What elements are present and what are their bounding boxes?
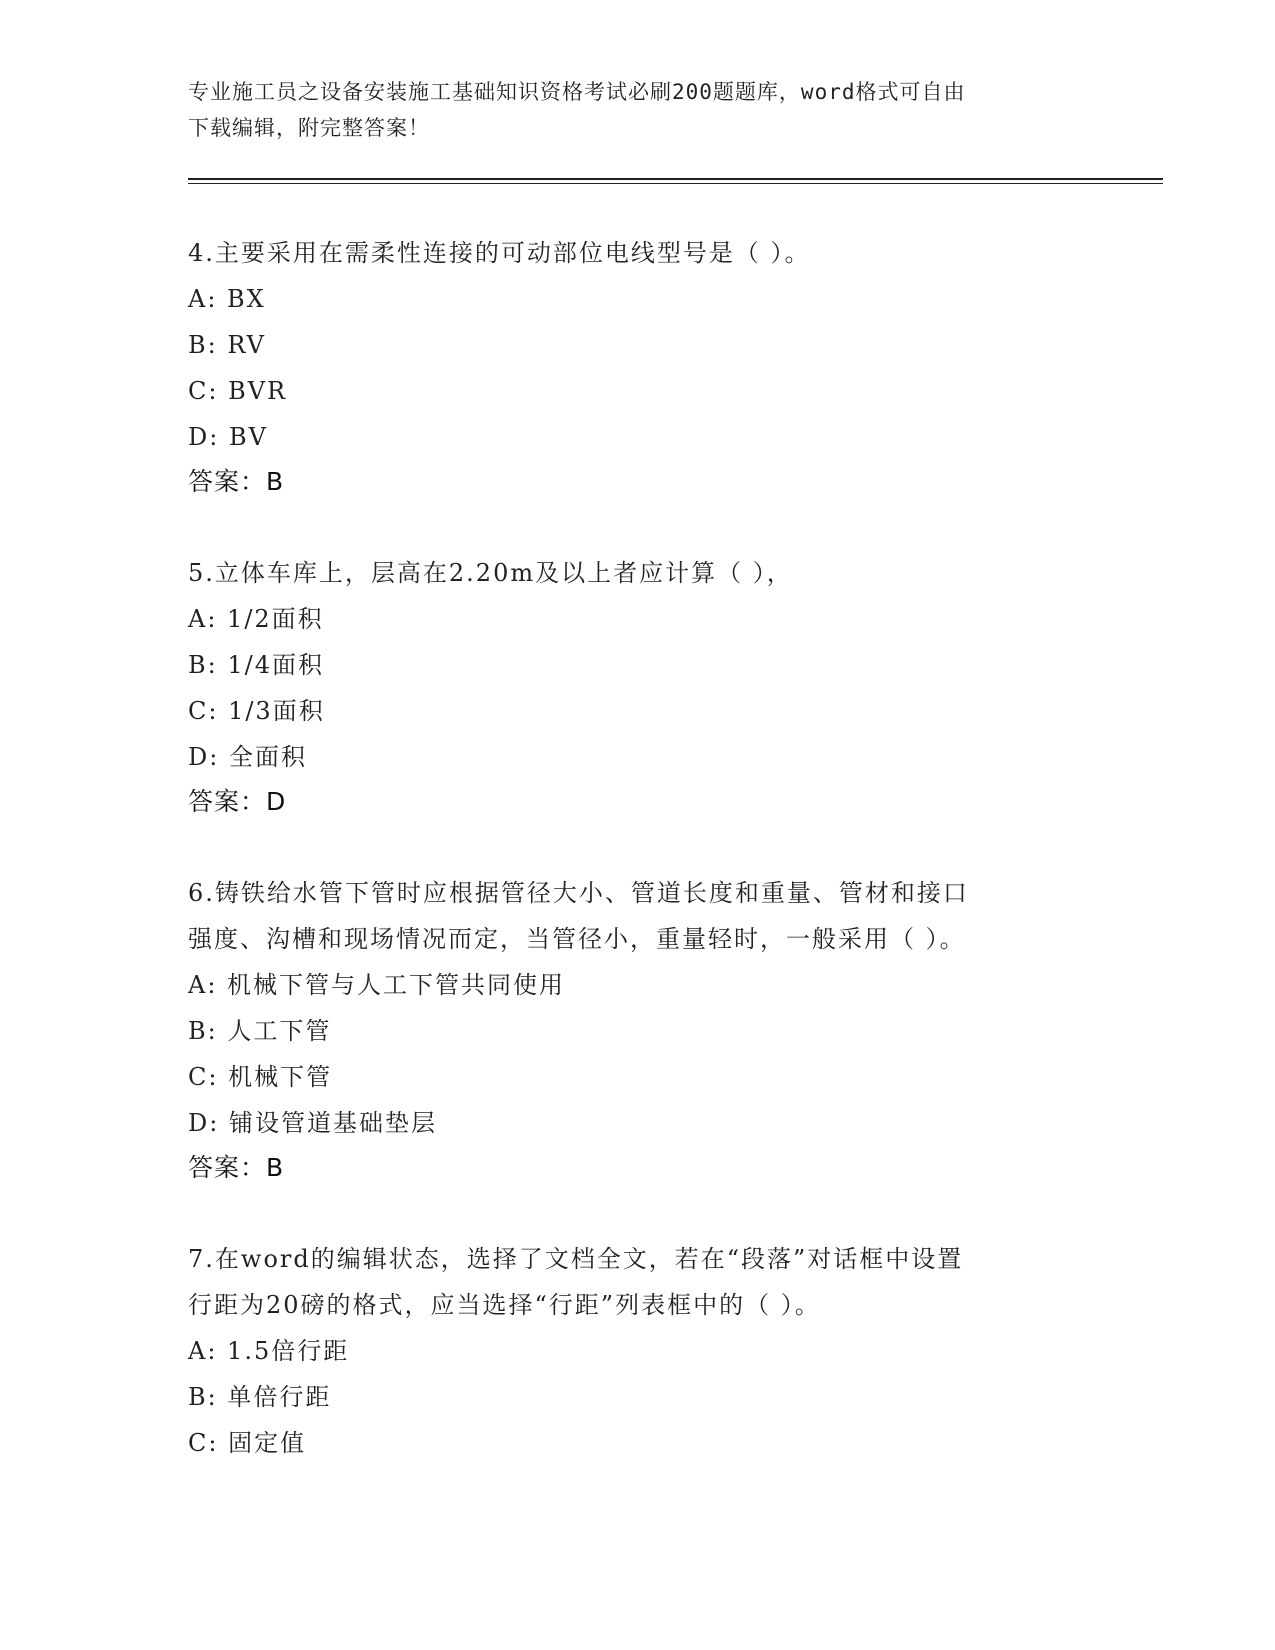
answer-label: 答案：B bbox=[188, 467, 285, 496]
option-b: B: 1/4面积 bbox=[188, 651, 324, 679]
answer-label: 答案：D bbox=[188, 787, 287, 816]
option-a: A: 1.5倍行距 bbox=[188, 1337, 350, 1365]
header-line-2: 下载编辑，附完整答案！ bbox=[188, 116, 430, 140]
header-rule-thin bbox=[188, 183, 1163, 184]
option-a: A: BX bbox=[188, 285, 266, 313]
question-stem-continued: 行距为20磅的格式，应当选择“行距”列表框中的（ ）。 bbox=[188, 1291, 821, 1319]
question-stem: 5.立体车库上，层高在2.20m及以上者应计算（ ）， bbox=[188, 559, 793, 587]
answer-label: 答案：B bbox=[188, 1153, 285, 1182]
document-header bbox=[188, 74, 1068, 146]
option-c: C: BVR bbox=[188, 377, 288, 405]
option-c: C: 机械下管 bbox=[188, 1063, 333, 1091]
option-d: D: BV bbox=[188, 423, 268, 451]
question-stem-continued: 强度、沟槽和现场情况而定，当管径小，重量轻时，一般采用（ ）。 bbox=[188, 925, 966, 953]
question-item bbox=[188, 1236, 1088, 1466]
question-stem: 4.主要采用在需柔性连接的可动部位电线型号是（ ）。 bbox=[188, 239, 811, 267]
question-list bbox=[188, 230, 1088, 1512]
option-d: D: 铺设管道基础垫层 bbox=[188, 1109, 437, 1137]
option-a: A: 1/2面积 bbox=[188, 605, 324, 633]
question-item bbox=[188, 550, 1088, 824]
option-b: B: 人工下管 bbox=[188, 1017, 332, 1045]
option-b: B: RV bbox=[188, 331, 266, 359]
header-line-1: 专业施工员之设备安装施工基础知识资格考试必刷200题题库，word格式可自由 bbox=[188, 80, 966, 104]
question-stem: 6.铸铁给水管下管时应根据管径大小、管道长度和重量、管材和接口 bbox=[188, 879, 969, 907]
question-item bbox=[188, 870, 1088, 1190]
option-b: B: 单倍行距 bbox=[188, 1383, 332, 1411]
header-rule-thick bbox=[188, 178, 1163, 180]
option-a: A: 机械下管与人工下管共同使用 bbox=[188, 971, 566, 999]
question-stem: 7.在word的编辑状态，选择了文档全文，若在“段落”对话框中设置 bbox=[188, 1245, 964, 1273]
option-c: C: 固定值 bbox=[188, 1429, 307, 1457]
option-c: C: 1/3面积 bbox=[188, 697, 325, 725]
option-d: D: 全面积 bbox=[188, 743, 307, 771]
question-item bbox=[188, 230, 1088, 504]
